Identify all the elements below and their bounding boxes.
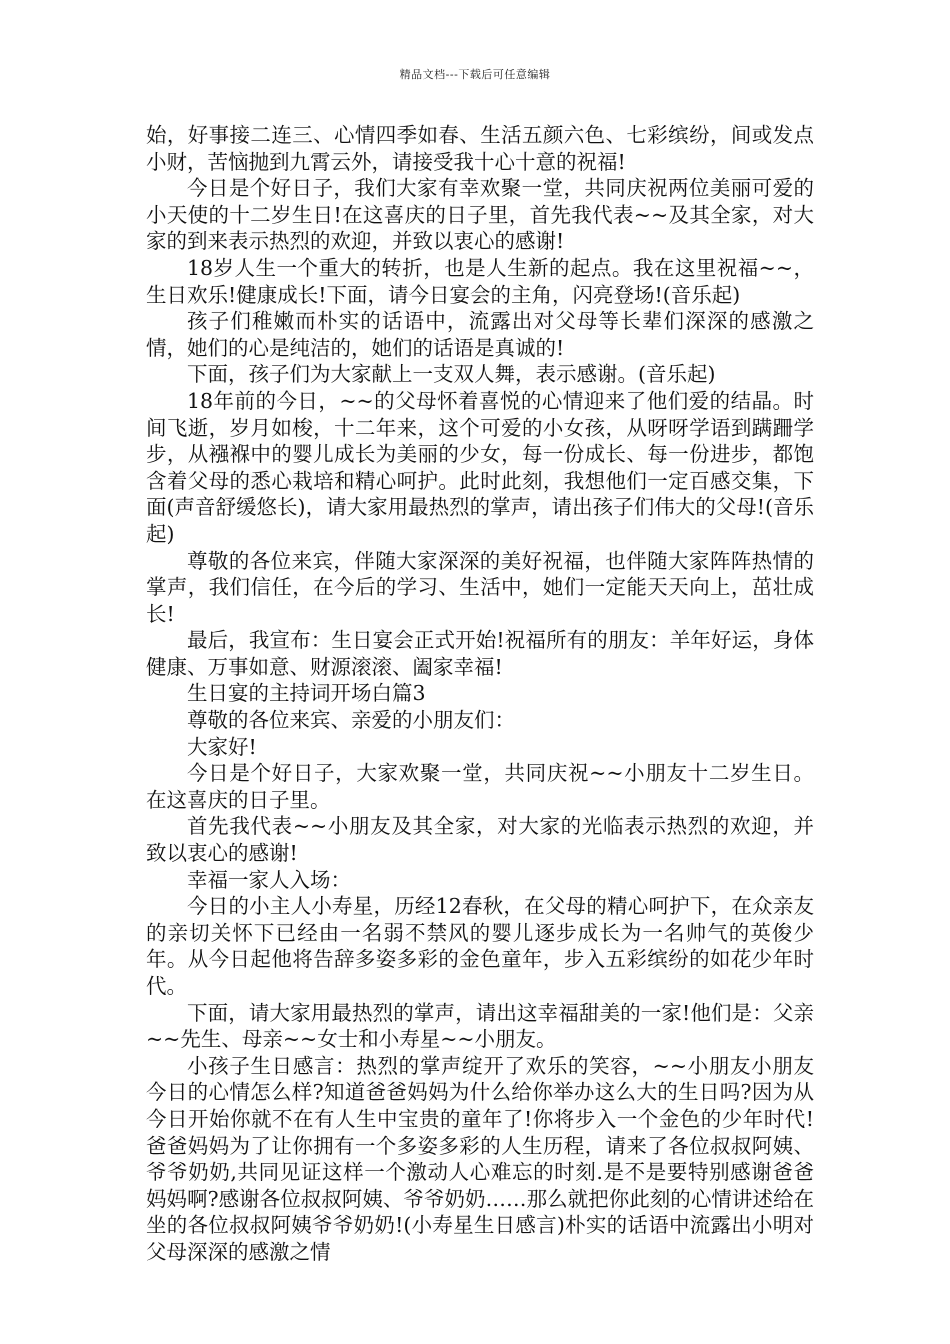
paragraph: 今日是个好日子，我们大家有幸欢聚一堂，共同庆祝两位美丽可爱的小天使的十二岁生日!在这喜庆的日子里，首先我代表~~及其全家，对大家的到来表示热烈的欢迎，并致以衷心的感谢! xyxy=(146,176,814,254)
paragraph: 今日是个好日子，大家欢聚一堂，共同庆祝~~小朋友十二岁生日。在这喜庆的日子里。 xyxy=(146,761,814,812)
paragraph: 首先我代表~~小朋友及其全家，对大家的光临表示热烈的欢迎，并致以衷心的感谢! xyxy=(146,814,814,866)
paragraph: 孩子们稚嫩而朴实的话语中，流露出对父母等长辈们深深的感激之情，她们的心是纯洁的，她们的话语是真诚的! xyxy=(146,309,814,360)
paragraph: 大家好! xyxy=(187,734,257,759)
paragraph: 尊敬的各位来宾，伴随大家深深的美好祝福，也伴随大家阵阵热情的掌声，我们信任，在今后的学习、生活中，她们一定能天天向上，茁壮成长! xyxy=(146,548,814,626)
paragraph: 18年前的今日，~~的父母怀着喜悦的心情迎来了他们爱的结晶。时间飞逝，岁月如梭，十二年来，这个可爱的小女孩，从呀呀学语到蹒跚学步，从襁褓中的婴儿成长为美丽的少女，每一份成长、每一份进步，都饱含着父母的悉心栽培和精心呵护。此时此刻，我想他们一定百感交集，下面(声音舒缓悠长)，请大家用最热烈的掌声，请出孩子们伟大的父母!(音乐起) xyxy=(146,388,814,546)
paragraph: 幸福一家人入场： xyxy=(187,867,351,892)
paragraph: 下面，请大家用最热烈的掌声，请出这幸福甜美的一家!他们是：父亲~~先生、母亲~~女士和小寿星~~小朋友。 xyxy=(146,1000,814,1052)
paragraph: 18岁人生一个重大的转折，也是人生新的起点。我在这里祝福~~，生日欢乐!健康成长!下面，请今日宴会的主角，闪亮登场!(音乐起) xyxy=(146,255,814,307)
document-body xyxy=(146,122,814,1266)
paragraph: 始，好事接二连三、心情四季如春、生活五颜六色、七彩缤纷，间或发点小财，苦恼抛到九霄云外，请接受我十心十意的祝福! xyxy=(146,123,814,174)
paragraph: 今日的小主人小寿星，历经12春秋，在父母的精心呵护下，在众亲友的亲切关怀下已经由一名弱不禁风的婴儿逐步成长为一名帅气的英俊少年。从今日起他将告辞多姿多彩的金色童年，步入五彩缤纷的如花少年时代。 xyxy=(146,894,814,998)
paragraph: 小孩子生日感言：热烈的掌声绽开了欢乐的笑容，~~小朋友小朋友今日的心情怎么样?知道爸爸妈妈为什么给你举办这么大的生日吗?因为从今日开始你就不在有人生中宝贵的童年了!你将步入一个金色的少年时代!爸爸妈妈为了让你拥有一个多姿多彩的人生历程，请来了各位叔叔阿姨、爷爷奶奶,共同见证这样一个激动人心难忘的时刻.是不是要特别感谢爸爸妈妈啊?感谢各位叔叔阿姨、爷爷奶奶……那么就把你此刻的心情讲述给在坐的各位叔叔阿姨爷爷奶奶!(小寿星生日感言)朴实的话语中流露出小明对父母深深的感激之情 xyxy=(146,1053,814,1264)
page-header: 精品文档---下载后可任意编辑 xyxy=(399,68,551,81)
paragraph: 最后，我宣布：生日宴会正式开始!祝福所有的朋友：羊年好运，身体健康、万事如意、财源滚滚、阖家幸福! xyxy=(146,628,814,679)
section-heading: 生日宴的主持词开场白篇3 xyxy=(187,681,426,706)
paragraph: 下面，孩子们为大家献上一支双人舞，表示感谢。(音乐起) xyxy=(187,362,716,387)
paragraph: 尊敬的各位来宾、亲爱的小朋友们： xyxy=(187,708,515,733)
